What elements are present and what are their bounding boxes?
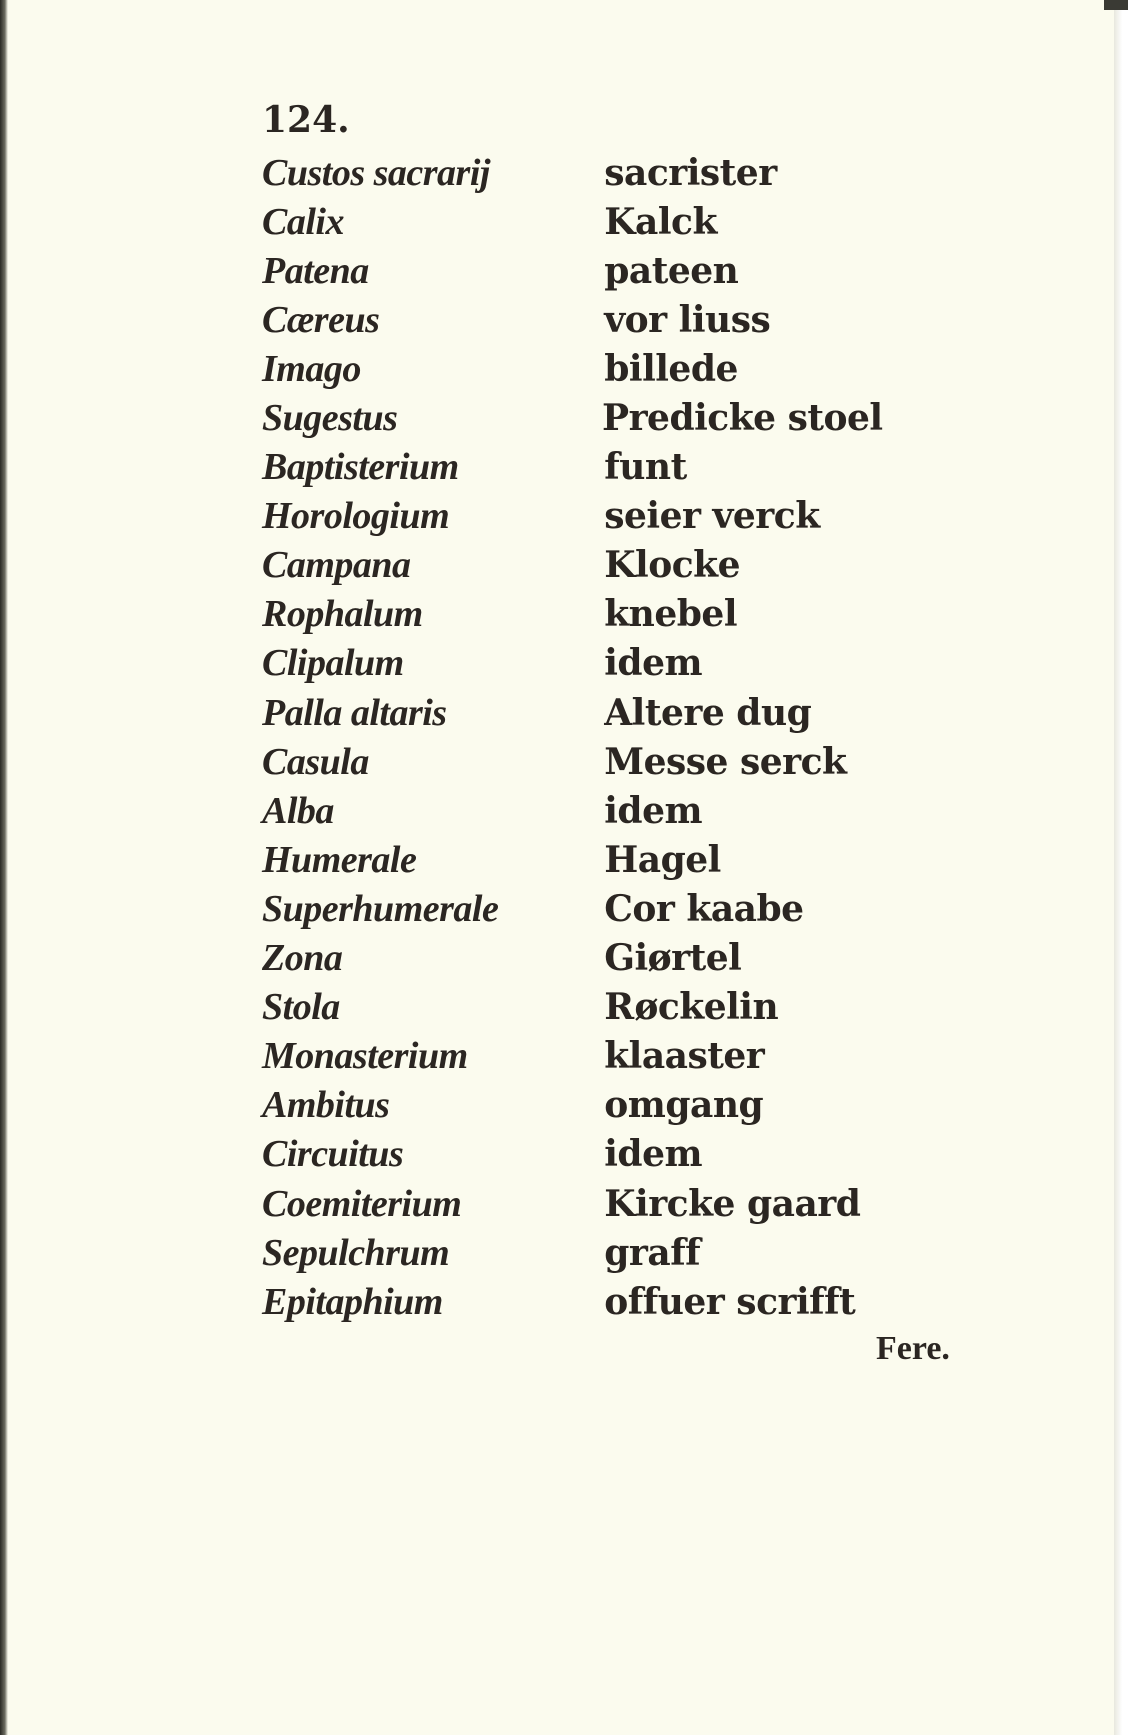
danish-term: idem: [604, 642, 703, 685]
danish-term: graff: [604, 1231, 701, 1274]
glossary-entry: [262, 295, 882, 344]
danish-term: idem: [604, 1133, 703, 1176]
glossary-entry: [262, 344, 882, 393]
latin-term: Cæreus: [262, 298, 380, 341]
danish-term: Hagel: [604, 838, 721, 881]
latin-term: Rophalum: [262, 593, 423, 636]
catchword: Fere.: [876, 1330, 950, 1367]
danish-term: Kalck: [604, 200, 717, 243]
danish-term: sacrister: [604, 151, 777, 194]
glossary-entry: [262, 1179, 882, 1228]
glossary-entry: [262, 639, 882, 688]
latin-term: Campana: [262, 544, 411, 587]
latin-term: Humerale: [262, 838, 417, 881]
danish-term: Giørtel: [604, 937, 742, 980]
danish-term: Røckelin: [604, 986, 779, 1029]
glossary-entry: [262, 1277, 882, 1326]
glossary-entry: [262, 1032, 882, 1081]
glossary-entry: [262, 1130, 882, 1179]
glossary-entry: [262, 1081, 882, 1130]
latin-term: Sugestus: [262, 397, 398, 440]
glossary-entry: [262, 1228, 882, 1277]
glossary-entry: [262, 590, 882, 639]
danish-term: omgang: [604, 1084, 764, 1127]
latin-term: Casula: [262, 740, 369, 783]
glossary-entry: [262, 934, 882, 983]
latin-term: Palla altaris: [262, 691, 447, 734]
glossary-list: [262, 148, 882, 1326]
danish-term: billede: [604, 347, 738, 390]
danish-term: seier verck: [604, 495, 820, 538]
glossary-entry: [262, 884, 882, 933]
glossary-entry: [262, 688, 882, 737]
glossary-entry: [262, 541, 882, 590]
glossary-entry: [262, 983, 882, 1032]
page-right-edge: [1114, 0, 1128, 1735]
danish-term: Klocke: [604, 544, 740, 587]
glossary-entry: [262, 148, 882, 197]
page-number: 124.: [262, 99, 350, 141]
glossary-entry: [262, 393, 882, 442]
latin-term: Alba: [262, 789, 334, 832]
latin-term: Epitaphium: [262, 1280, 443, 1323]
glossary-entry: [262, 786, 882, 835]
danish-term: vor liuss: [604, 298, 771, 341]
glossary-entry: [262, 246, 882, 295]
danish-term: Predicke stoel: [602, 397, 883, 440]
danish-term: klaaster: [604, 1035, 765, 1078]
latin-term: Superhumerale: [262, 887, 499, 930]
glossary-entry: [262, 492, 882, 541]
page-left-edge: [0, 0, 8, 1735]
danish-term: Kircke gaard: [604, 1182, 861, 1225]
latin-term: Circuitus: [262, 1133, 404, 1176]
danish-term: Altere dug: [604, 691, 812, 734]
glossary-entry: [262, 737, 882, 786]
latin-term: Coemiterium: [262, 1182, 462, 1225]
danish-term: Cor kaabe: [604, 887, 804, 930]
glossary-entry: [262, 835, 882, 884]
latin-term: Calix: [262, 200, 344, 243]
latin-term: Horologium: [262, 495, 450, 538]
page-corner-shadow: [1104, 0, 1128, 10]
latin-term: Ambitus: [262, 1084, 390, 1127]
latin-term: Clipalum: [262, 642, 404, 685]
latin-term: Stola: [262, 986, 340, 1029]
glossary-entry: [262, 197, 882, 246]
latin-term: Imago: [262, 347, 361, 390]
danish-term: idem: [604, 789, 703, 832]
latin-term: Baptisterium: [262, 446, 459, 489]
danish-term: Messe serck: [604, 740, 847, 783]
danish-term: pateen: [604, 249, 739, 292]
danish-term: offuer scrifft: [604, 1280, 856, 1323]
danish-term: funt: [604, 446, 687, 489]
glossary-entry: [262, 443, 882, 492]
danish-term: knebel: [604, 593, 738, 636]
latin-term: Patena: [262, 249, 369, 292]
latin-term: Zona: [262, 937, 343, 980]
latin-term: Custos sacrarij: [262, 151, 490, 194]
latin-term: Sepulchrum: [262, 1231, 450, 1274]
latin-term: Monasterium: [262, 1035, 468, 1078]
